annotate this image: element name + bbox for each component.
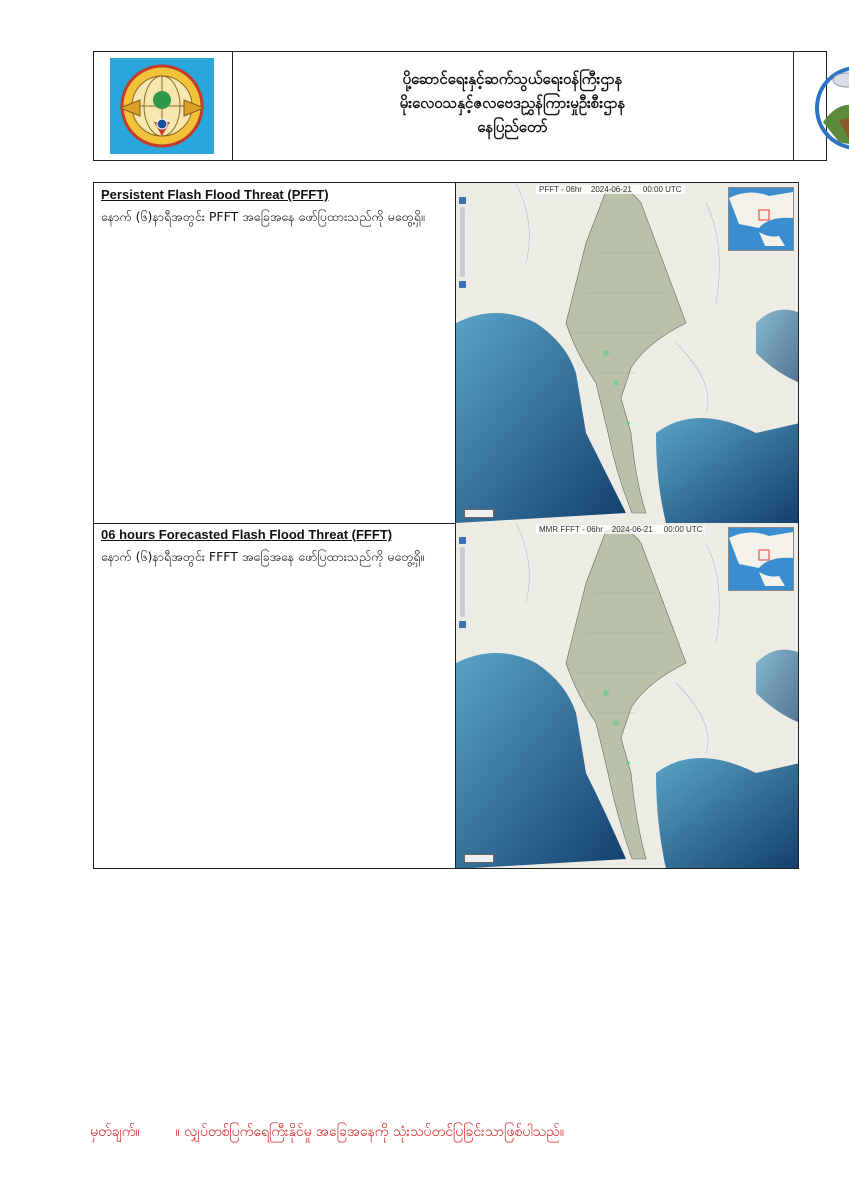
ffft-map-title: MMR FFFT - 06hr 2024-06-21 00:00 UTC bbox=[536, 525, 705, 534]
zoom-slider[interactable] bbox=[460, 547, 465, 617]
footer-note: မှတ်ချက်။ ။ လျှပ်တစ်ပြက်ရေကြီးနိုင်မှု အခြေအနေကို သုံးသပ်တင်ပြခြင်းသာဖြစ်ပါသည်။ bbox=[90, 1124, 564, 1140]
ministry-name: ပို့ဆောင်ရေးနှင့်ဆက်သွယ်ရေးဝန်ကြီးဌာန bbox=[402, 70, 623, 88]
ffft-text-cell bbox=[94, 523, 456, 868]
city-name: နေပြည်တော် bbox=[477, 118, 548, 136]
pfft-scale-bar bbox=[464, 509, 494, 518]
ffft-zoom-control[interactable] bbox=[459, 537, 466, 637]
hydrological-cycle-icon bbox=[809, 60, 849, 154]
zoom-out-icon[interactable] bbox=[459, 621, 466, 628]
ffft-map bbox=[456, 523, 798, 868]
right-logo-cell bbox=[793, 52, 826, 160]
pfft-locator-inset bbox=[728, 187, 794, 251]
pfft-text-cell bbox=[94, 183, 456, 523]
ffft-locator-inset bbox=[728, 527, 794, 591]
zoom-in-icon[interactable] bbox=[459, 197, 466, 204]
ffft-scale-bar bbox=[464, 854, 494, 863]
letterhead bbox=[93, 51, 827, 161]
pfft-zoom-control[interactable] bbox=[459, 197, 466, 297]
flood-threat-table bbox=[93, 182, 799, 869]
zoom-slider[interactable] bbox=[460, 207, 465, 277]
ministry-emblem-icon bbox=[110, 58, 214, 154]
pfft-description: နောက် (၆)နာရီအတွင်း PFFT အခြေအနေ ဖော်ပြထားသည်ကို မတွေ့ရှိ။ bbox=[101, 209, 425, 224]
zoom-in-icon[interactable] bbox=[459, 537, 466, 544]
pfft-map-title: PFFT - 06hr 2024-06-21 00:00 UTC bbox=[536, 185, 685, 194]
ffft-heading: 06 hours Forecasted Flash Flood Threat (FFFT) bbox=[101, 527, 393, 542]
ffft-description: နောက် (၆)နာရီအတွင်း FFFT အခြေအနေ ဖော်ပြထားသည်ကို မတွေ့ရှိ။ bbox=[101, 549, 425, 564]
locator-map-icon bbox=[729, 528, 793, 590]
zoom-out-icon[interactable] bbox=[459, 281, 466, 288]
pfft-map bbox=[456, 183, 798, 523]
ffft-row bbox=[94, 523, 798, 868]
locator-map-icon bbox=[729, 188, 793, 250]
left-logo-cell bbox=[94, 52, 233, 160]
pfft-row bbox=[94, 183, 798, 524]
letterhead-title-cell bbox=[232, 52, 794, 160]
department-name: မိုးလေဝသနှင့်ဇလဗေဒညွှန်ကြားမှုဦးစီးဌာန bbox=[399, 94, 626, 112]
pfft-heading: Persistent Flash Flood Threat (PFFT) bbox=[101, 187, 329, 202]
